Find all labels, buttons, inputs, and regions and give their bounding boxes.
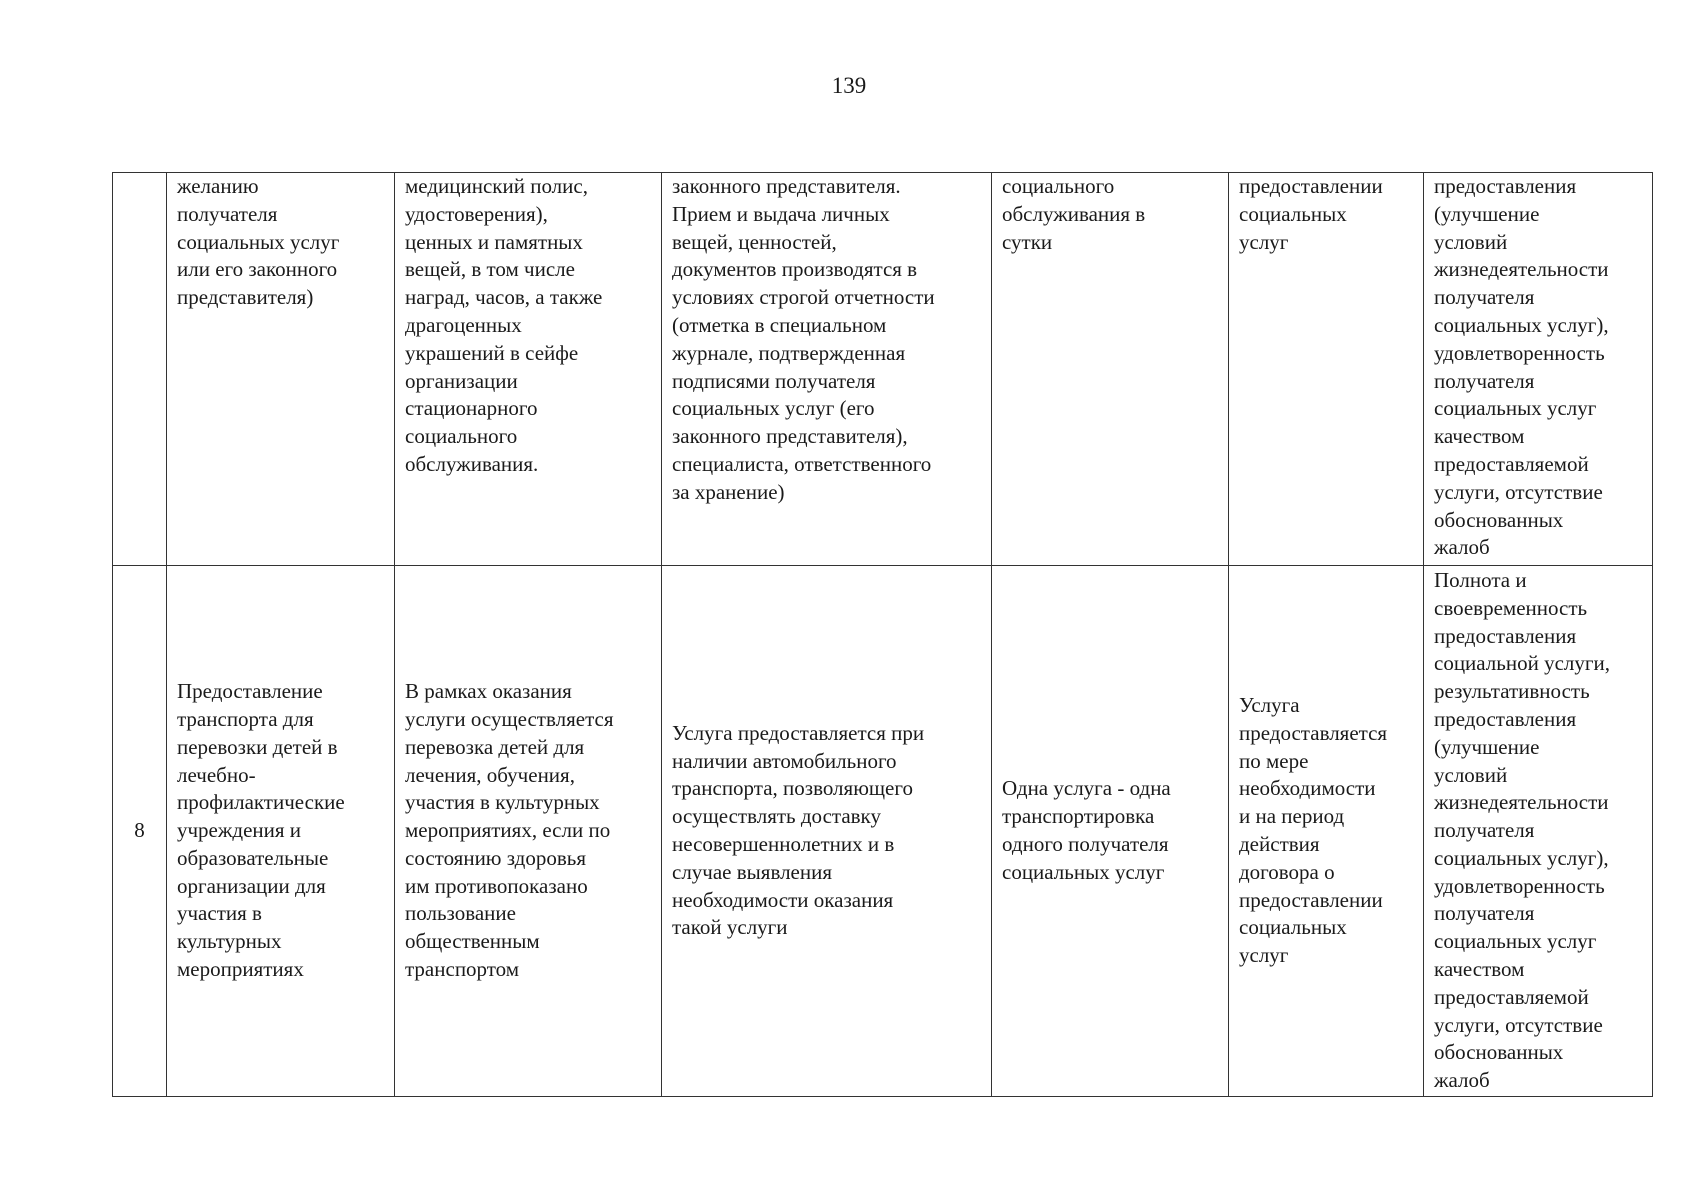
service-quality-cell [1424, 566, 1653, 1097]
service-name-cell [167, 173, 395, 566]
service-name: желанию получателя социальных услуг или его законного представителя) [177, 174, 340, 310]
service-volume-cell [992, 566, 1229, 1097]
service-description: В рамках оказания услуги осуществляется перевозка детей для лечения, обучения, участия в культурных мероприятиях, если по состоянию здоровья им противопоказано пользование общественным транспортом [405, 679, 614, 982]
services-table [112, 172, 1653, 1097]
service-volume: социального обслуживания в сутки [1002, 174, 1146, 254]
row-number-cell [113, 566, 167, 1097]
service-volume-cell [992, 173, 1229, 566]
service-description-cell [395, 173, 662, 566]
service-description-cell [395, 566, 662, 1097]
service-term-cell [1229, 566, 1424, 1097]
table-row [113, 173, 1653, 566]
service-conditions-cell [662, 173, 992, 566]
service-conditions-cell [662, 566, 992, 1097]
service-quality: предоставления (улучшение условий жизнедеятельности получателя социальных услуг), удовлетворенность получателя социальных услуг качеством предоставляемой услуги, отсутствие обоснованных жалоб [1434, 174, 1609, 560]
page-number: 139 [831, 73, 867, 98]
service-conditions: Услуга предоставляется при наличии автомобильного транспорта, позволяющего осуществлять доставку несовершеннолетних и в случае выявления необходимости оказания такой услуги [672, 720, 925, 940]
service-quality-cell [1424, 173, 1653, 566]
table-row [113, 566, 1653, 1097]
service-volume: Одна услуга - одна транспортировка одного получателя социальных услуг [1002, 776, 1171, 884]
service-quality: Полнота и своевременность предоставления социальной услуги, результативность предоставления (улучшение условий жизнедеятельности получателя социальных услуг), удовлетворенность получателя социальных услуг качеством предоставляемой услуги, отсутствие обоснованных жалоб [1434, 567, 1610, 1093]
service-description: медицинский полис, удостоверения), ценных и памятных вещей, в том числе наград, часов, а также драгоценных украшений в сейфе организации стационарного социального обслуживания. [405, 174, 603, 476]
service-term: предоставлении социальных услуг [1239, 174, 1383, 254]
service-name: Предоставление транспорта для перевозки детей в лечебно- профилактические учреждения и образовательные организации для участия в культурных мероприятиях [177, 679, 345, 982]
service-conditions: законного представителя. Прием и выдача личных вещей, ценностей, документов производятся в условиях строгой отчетности (отметка в специальном журнале, подтвержденная подписями получателя социальных услуг (его законного представителя), специалиста, ответственного за хранение) [672, 174, 935, 504]
service-name-cell [167, 566, 395, 1097]
service-term-cell [1229, 173, 1424, 566]
service-term: Услуга предоставляется по мере необходимости и на период действия договора о предоставлении социальных услуг [1239, 693, 1388, 968]
row-number-cell [113, 173, 167, 566]
row-number: 8 [134, 818, 145, 843]
